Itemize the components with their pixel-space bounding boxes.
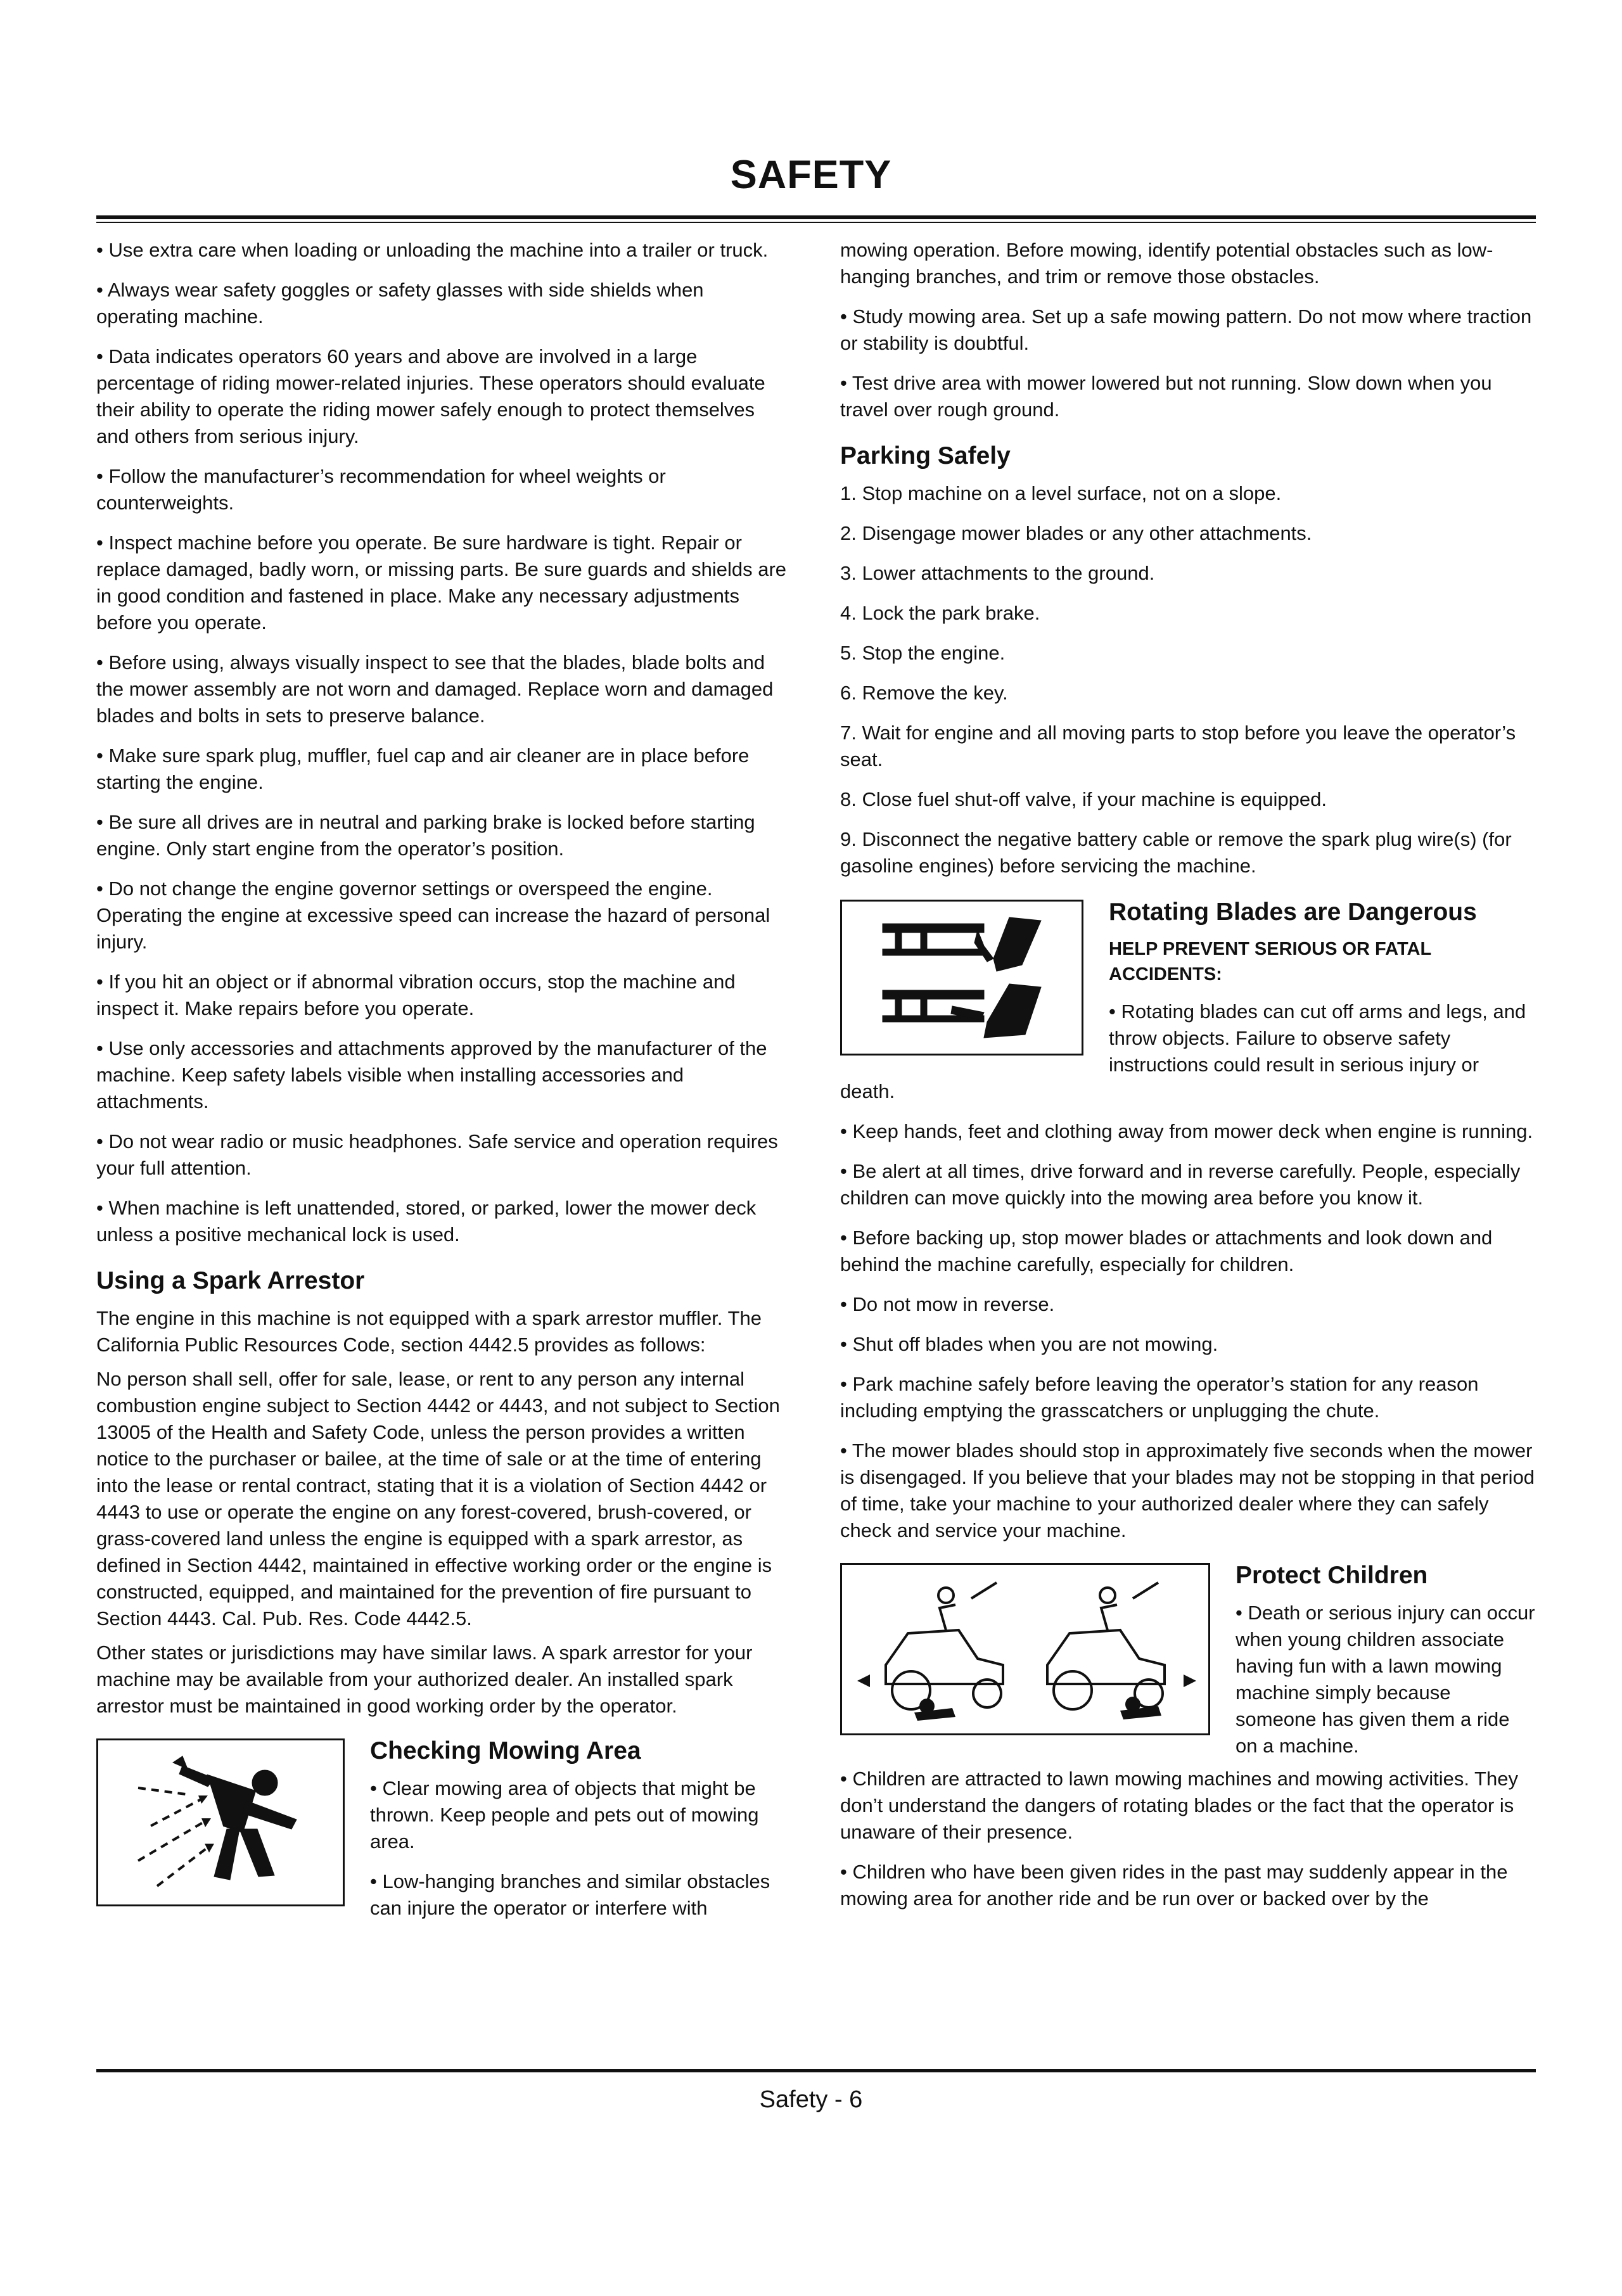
bullet-trailer: • Use extra care when loading or unloading the machine into a trailer or truck. — [96, 239, 769, 261]
heading-parking-safely: Parking Safely — [840, 442, 1011, 469]
subheading-help-prevent: HELP PREVENT SERIOUS OR FATAL ACCIDENTS: — [1109, 939, 1431, 985]
bullet-before-backing: • Before backing up, stop mower blades or attachments and look down and behind the machine carefully, especially for children. — [840, 1227, 1493, 1275]
bullet-headphones: • Do not wear radio or music headphones. Safe service and operation requires your full attention. — [96, 1130, 778, 1179]
bullet-cut-off-limbs-tail: death. — [840, 1080, 895, 1102]
thrown-objects-icon — [96, 1738, 345, 1906]
rotating-blades-icon — [840, 900, 1083, 1056]
bullet-death-injury-children: • Death or serious injury can occur when young children associate having fun with a lawn mowing machine simply because someone has given them a ride on a machine. — [1236, 1602, 1535, 1757]
bullet-study-area: • Study mowing area. Set up a safe mowing pattern. Do not mow where traction or stability is doubtful. — [840, 305, 1532, 354]
checking-mowing-block — [96, 1738, 791, 1935]
heading-checking-mowing: Checking Mowing Area — [370, 1737, 641, 1764]
parking-step-4: 4. Lock the park brake. — [840, 602, 1040, 624]
left-column — [96, 237, 791, 1935]
heading-rotating-blades: Rotating Blades are Dangerous — [1109, 898, 1477, 926]
bullet-accessories: • Use only accessories and attachments approved by the manufacturer of the machine. Keep safety labels visible when installing accessories and attachments. — [96, 1037, 767, 1113]
spark-paragraph-3: Other states or jurisdictions may have similar laws. A spark arrestor for your machine may be available from your authorized dealer. An installed spark arrestor must be maintained in good working order by the operator. — [96, 1642, 753, 1717]
protect-children-block — [840, 1563, 1536, 1766]
rotating-blades-text — [1083, 900, 1536, 1078]
bullet-children-rides: • Children who have been given rides in the past may suddenly appear in the mowing area for another ride and be run over or backed over by the — [840, 1861, 1508, 1910]
bullet-inspect-machine: • Inspect machine before you operate. Be sure hardware is tight. Repair or replace damaged, badly worn, or missing parts. Be sure guards and shields are in good condition and fastened in place. Make any necessary adjustments before you operate. — [96, 532, 787, 634]
bullet-hit-object: • If you hit an object or if abnormal vibration occurs, stop the machine and inspect it. Make repairs before you operate. — [96, 971, 736, 1019]
spark-paragraph-1: The engine in this machine is not equipped with a spark arrestor muffler. The California Public Resources Code, section 4442.5 provides as follows: — [96, 1307, 762, 1356]
bullet-shut-off-blades: • Shut off blades when you are not mowing. — [840, 1333, 1218, 1355]
parking-step-1: 1. Stop machine on a level surface, not on a slope. — [840, 482, 1282, 504]
bullet-test-drive: • Test drive area with mower lowered but not running. Slow down when you travel over rough ground. — [840, 372, 1492, 421]
bullet-drives-neutral: • Be sure all drives are in neutral and parking brake is locked before starting engine. Only start engine from the operator’s position. — [96, 811, 755, 860]
right-column — [840, 237, 1536, 1925]
bullet-wheel-weights: • Follow the manufacturer’s recommendation for wheel weights or counterweights. — [96, 465, 666, 514]
footer-rule — [96, 2069, 1536, 2072]
bullet-governor: • Do not change the engine governor settings or overspeed the engine. Operating the engine at excessive speed can increase the hazard of personal injury. — [96, 877, 770, 953]
parking-step-6: 6. Remove the key. — [840, 682, 1008, 704]
page-footer: Safety - 6 — [759, 2086, 863, 2113]
bullet-blades-stop-time: • The mower blades should stop in approximately five seconds when the mower is disengaged. If you believe that your blades may not be stopping in that period of time, take your machine to your authorized dealer where they can safely check and service your machine. — [840, 1439, 1535, 1541]
heading-protect-children: Protect Children — [1236, 1562, 1428, 1589]
bullet-low-branches: • Low-hanging branches and similar obstacles can injure the operator or interfere with — [370, 1870, 770, 1919]
bullet-goggles: • Always wear safety goggles or safety glasses with side shields when operating machine. — [96, 279, 704, 328]
parking-step-3: 3. Lower attachments to the ground. — [840, 562, 1155, 584]
bullet-no-reverse-mow: • Do not mow in reverse. — [840, 1293, 1055, 1315]
rotating-blades-block — [840, 900, 1536, 1078]
bullet-inspect-blades: • Before using, always visually inspect to see that the blades, blade bolts and the mower assembly are not worn and damaged. Replace worn and damaged blades and bolts in sets to preserve balance. — [96, 651, 774, 727]
parking-step-7: 7. Wait for engine and all moving parts to stop before you leave the operator’s seat. — [840, 722, 1516, 770]
continued-obstacles: mowing operation. Before mowing, identify potential obstacles such as low-hanging branches, and trim or remove those obstacles. — [840, 239, 1493, 288]
header-rule-thick — [96, 215, 1536, 219]
bullet-unattended: • When machine is left unattended, stored, or parked, lower the mower deck unless a positive mechanical lock is used. — [96, 1197, 757, 1246]
heading-spark-arrestor: Using a Spark Arrestor — [96, 1267, 365, 1294]
bullet-cut-off-limbs: • Rotating blades can cut off arms and legs, and throw objects. Failure to observe safety instructions could result in serious injury or — [1109, 1000, 1526, 1076]
protect-children-text — [1210, 1563, 1536, 1766]
bullet-park-safely: • Park machine safely before leaving the operator’s station for any reason including emptying the grasscatchers or unplugging the chute. — [840, 1373, 1479, 1422]
bullet-keep-hands-away: • Keep hands, feet and clothing away from mower deck when engine is running. — [840, 1120, 1533, 1142]
parking-step-8: 8. Close fuel shut-off valve, if your machine is equipped. — [840, 788, 1327, 810]
bullet-spark-plug: • Make sure spark plug, muffler, fuel cap and air cleaner are in place before starting the engine. — [96, 744, 750, 793]
bullet-children-attracted: • Children are attracted to lawn mowing machines and mowing activities. They don’t understand the dangers of rotating blades or the fact that the operator is unaware of their presence. — [840, 1768, 1518, 1843]
bullet-be-alert: • Be alert at all times, drive forward and in reverse carefully. People, especially children can move quickly into the mowing area before you know it. — [840, 1160, 1521, 1209]
page-title: SAFETY — [730, 153, 892, 197]
bullet-older-operators: • Data indicates operators 60 years and above are involved in a large percentage of riding mower-related injuries. These operators should evaluate their ability to operate the riding mower safely enough to protect themselves and others from serious injury. — [96, 345, 765, 447]
header-rule-thin — [96, 222, 1536, 223]
checking-mowing-text — [345, 1738, 791, 1935]
parking-step-5: 5. Stop the engine. — [840, 642, 1006, 664]
spark-paragraph-2: No person shall sell, offer for sale, lease, or rent to any person any internal combustion engine subject to Section 4442 or 4443, and not subject to Section 13005 of the Health and Safety Code, unless the person provides a written notice to the purchaser or bailee, at the time of sale or at the time of entering into the lease or rental contract, stating that it is a violation of Section 4442 or 4443 to use or operate the engine on any forest-covered, brush-covered, or grass-covered land unless the engine is equipped with a spark arrestor, as defined in Section 4442, maintained in effective working order or the engine is constructed, equipped, and maintained for the prevention of fire pursuant to Section 4443. Cal. Pub. Res. Code 4442.5. — [96, 1368, 780, 1630]
parking-step-9: 9. Disconnect the negative battery cable or remove the spark plug wire(s) (for gasoline engines) before servicing the machine. — [840, 828, 1512, 877]
bullet-clear-area: • Clear mowing area of objects that might be thrown. Keep people and pets out of mowing area. — [370, 1777, 759, 1853]
children-riding-mower-icon — [840, 1563, 1210, 1735]
parking-step-2: 2. Disengage mower blades or any other attachments. — [840, 522, 1312, 544]
